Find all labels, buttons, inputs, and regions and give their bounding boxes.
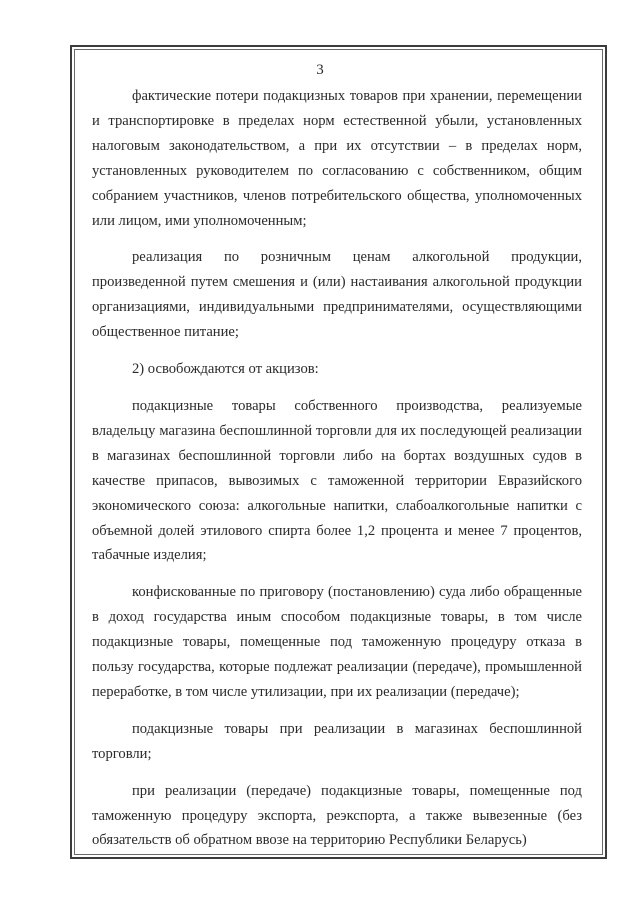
document-body [92,84,582,853]
paragraph-duty-free-sales: подакцизные товары при реализации в магазинах беспошлинной торговли; [92,720,582,762]
paragraph-exemptions-heading: 2) освобождаются от акцизов: [132,361,319,378]
paragraph-retail-sale: реализация по розничным ценам алкогольной продукции, произведенной путем смешения и (или) настаивания алкогольной продукции организациями, индивидуальными предпринимателями, осуществляющими общественное питание; [92,249,582,341]
page-number: 3 [316,62,324,78]
paragraph-export-procedure: при реализации (передаче) подакцизные товары, помещенные под таможенную процедуру экспорта, реэкспорта, а также вывезенные (без обязательств об обратном ввозе на территорию Республики Беларусь) [92,782,582,849]
paragraph-duty-free-own-production: подакцизные товары собственного производства, реализуемые владельцу магазина беспошлинной торговли для их последующей реализации в магазинах беспошлинной торговли либо на бортах воздушных судов в качестве припасов, вывозимых с таможенной территории Евразийского экономического союза: алкогольные напитки, слабоалкогольные напитки с объемной долей этилового спирта более 1,2 процента и менее 7 процентов, табачные изделия; [92,397,582,564]
paragraph-confiscated-goods: конфискованные по приговору (постановлению) суда либо обращенные в доход государства иным способом подакцизные товары, в том числе подакцизные товары, помещенные под таможенную процедуру отказа в пользу государства, которые подлежат реализации (передаче), промышленной переработке, в том числе утилизации, при их реализации (передаче); [92,584,582,700]
paragraph-losses: фактические потери подакцизных товаров при хранении, перемещении и транспортировке в пределах норм естественной убыли, установленных налоговым законодательством, а при их отсутствии – в пределах норм, установленных руководителем по согласованию с собственником, общим собранием участников, членов потребительского общества, уполномоченных или лицом, ими уполномоченным; [92,88,582,229]
